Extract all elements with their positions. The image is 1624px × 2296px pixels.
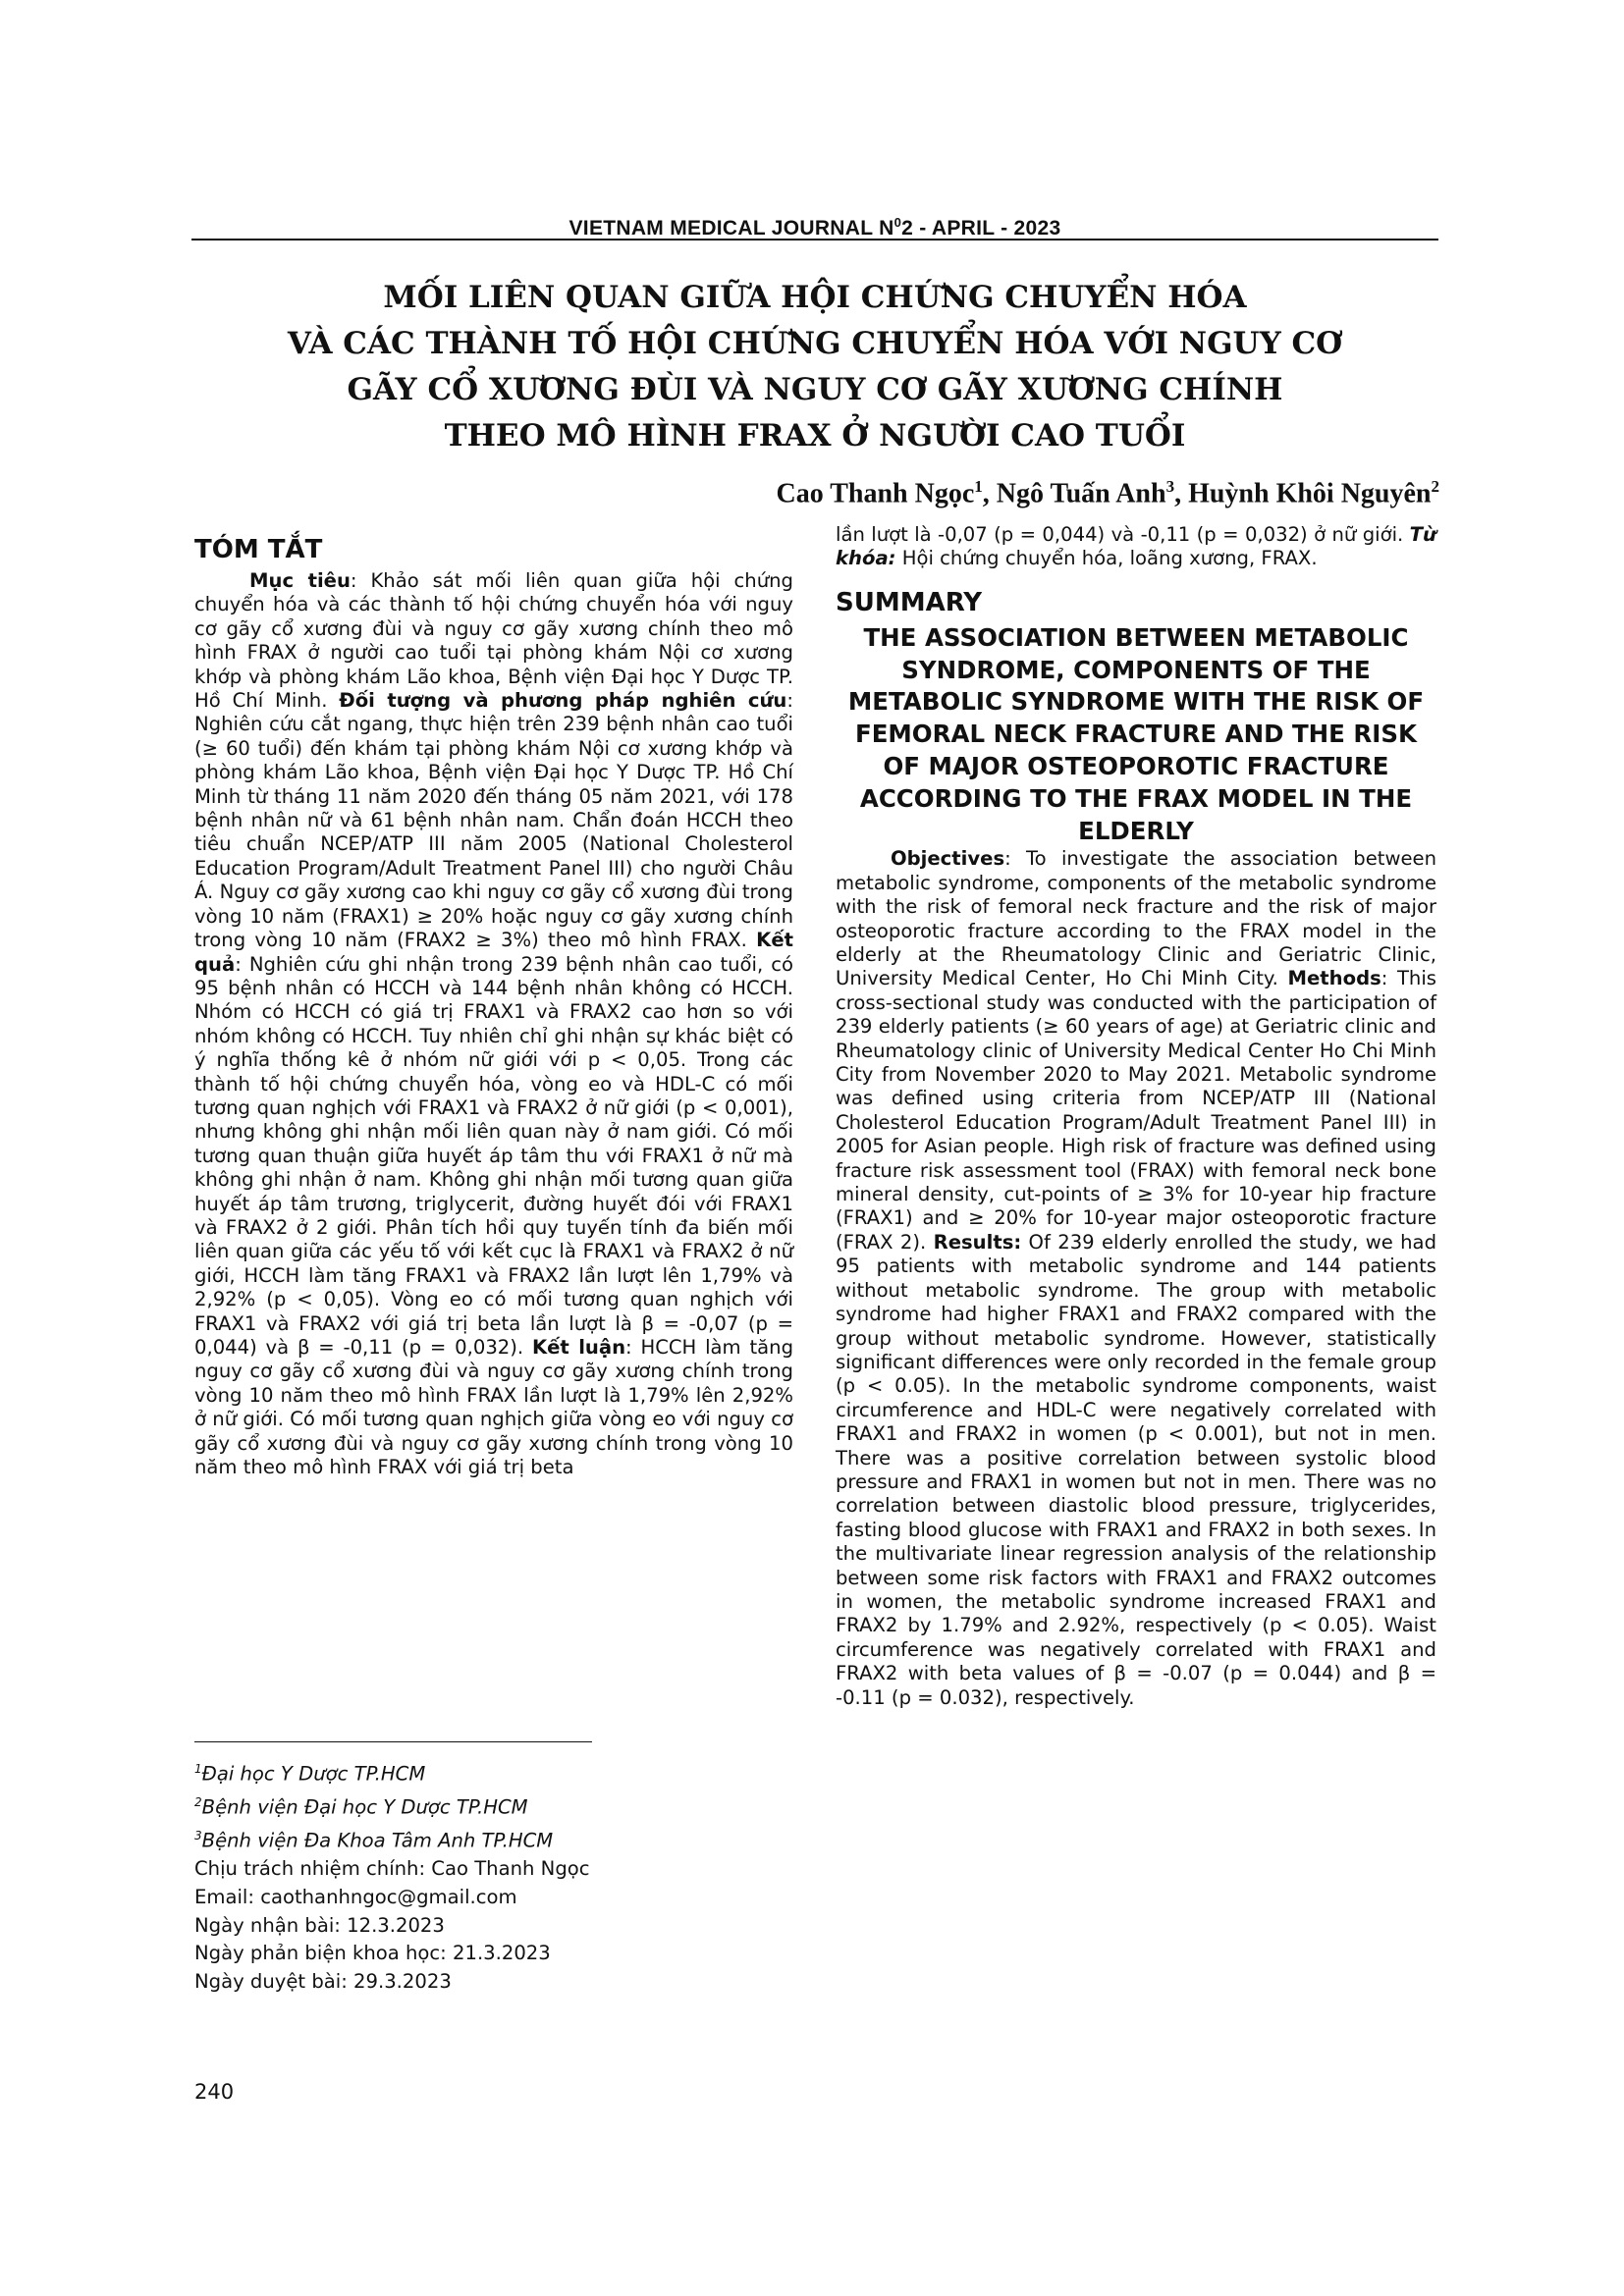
right-column: [836, 523, 1436, 1710]
methods-text: : Nghiên cứu cắt ngang, thực hiện trên 239 bệnh nhân cao tuổi (≥ 60 tuổi) đến khám tại phòng khám Nội cơ xương khớp và phòng khám Lão khoa, Bệnh viện Đại học Y Dược TP. Hồ Chí Minh từ tháng 11 năm 2020 đến tháng 05 năm 2021, với 178 bệnh nhân nữ và 61 bệnh nhân nam. Chẩn đoán HCCH theo tiêu chuẩn NCEP/ATP III năm 2005 (National Cholesterol Education Program/Adult Treatment Panel III) cho người Châu Á. Nguy cơ gãy xương cao khi nguy cơ gãy cổ xương đùi trong vòng 10 năm (FRAX1) ≥ 20% hoặc nguy cơ gãy xương chính trong vòng 10 năm (FRAX2 ≥ 3%) theo mô hình FRAX.: [194, 689, 793, 952]
affiliation-mark: 1: [194, 1762, 202, 1776]
summary-paragraph: [836, 847, 1436, 1710]
label-results: Kết quả: [194, 929, 793, 976]
methods-text-en: : This cross-sectional study was conducted with the participation of 239 elderly patients (≥ 60 years of age) at Geriatric clinic and Rheumatology clinic of University Medical Center Ho Chi Minh City from November 2020 to May 2021. Metabolic syndrome was defined using criteria from NCEP/ATP III (National Cholesterol Education Program/Adult Treatment Panel III) in 2005 for Asian people. High risk of fracture was defined using fracture risk assessment tool (FRAX) with femoral neck bone mineral density, cut-points of ≥ 3% for 10-year hip fracture (FRAX1) and ≥ 20% for 10-year major osteoporotic fracture (FRAX 2).: [836, 967, 1436, 1254]
abstract-paragraph-vi: [194, 569, 793, 1479]
english-title: THE ASSOCIATION BETWEEN METABOLIC SYNDROME, COMPONENTS OF THE METABOLIC SYNDROME WITH THE RISK OF FEMORAL NECK FRACTURE AND THE RISK OF MAJOR OSTEOPOROTIC FRACTURE ACCORDING TO THE FRAX MODEL IN THE ELDERLY: [847, 622, 1425, 845]
title-line: VÀ CÁC THÀNH TỐ HỘI CHỨNG CHUYỂN HÓA VỚI NGUY CƠ: [287, 326, 1343, 361]
author-separator: ,: [982, 478, 997, 509]
objectives-text-en: : To investigate the association between metabolic syndrome, components of the metabolic syndrome with the risk of femoral neck fracture and the risk of major osteoporotic fracture according to the FRAX model in the elderly at the Rheumatology Clinic and Geriatric Clinic, University Medical Center, Ho Chi Minh City.: [836, 847, 1436, 990]
author-name: Ngô Tuấn Anh: [996, 478, 1166, 509]
date-received: Ngày nhận bài: 12.3.2023: [194, 1913, 445, 1937]
corresponding-email: Email: caothanhngoc@gmail.com: [194, 1885, 517, 1908]
affiliation-3: [194, 1822, 793, 1855]
page-number: 240: [194, 2080, 235, 2104]
article-title: [191, 275, 1438, 459]
author-affiliation-mark: 2: [1431, 477, 1439, 496]
label-objectives-en: Objectives: [891, 847, 1005, 871]
affiliation-text: Đại học Y Dược TP.HCM: [201, 1762, 426, 1786]
label-objective: Mục tiêu: [249, 569, 351, 592]
affiliation-2: [194, 1789, 793, 1822]
affiliation-mark: 2: [194, 1795, 202, 1810]
results-text-en: Of 239 elderly enrolled the study, we had 95 patients with metabolic syndrome and 144 patients without metabolic syndrome. The group with metabolic syndrome had higher FRAX1 and FRAX2 compared with the group without metabolic syndrome. However, statistically significant differences were only recorded in the female group (p < 0.05). In the metabolic syndrome components, waist circumference and HDL-C were negatively correlated with FRAX1 and FRAX2 in women (p < 0.001), but not in men. There was a positive correlation between systolic blood pressure and FRAX1 in women but not in men. There was no correlation between diastolic blood pressure, triglycerides, fasting blood glucose with FRAX1 and FRAX2 in both sexes. In the multivariate linear regression analysis of the relationship between some risk factors with FRAX1 and FRAX2 outcomes in women, the metabolic syndrome increased FRAX1 and FRAX2 by 1.79% and 2.92%, respectively (p < 0.05). Waist circumference was negatively correlated with FRAX1 and FRAX2 with beta values of β = -0.07 (p = 0.044) and β = -0.11 (p = 0.032), respectively.: [836, 1230, 1437, 1709]
conclusion-text: : HCCH làm tăng nguy cơ gãy cổ xương đùi và nguy cơ gãy xương chính trong vòng 10 năm theo mô hình FRAX lần lượt là 1,79% lên 2,92% ở nữ giới. Có mối tương quan nghịch giữa vòng eo với nguy cơ gãy cổ xương đùi và nguy cơ gãy xương chính trong vòng 10 năm theo mô hình FRAX với giá trị beta: [194, 1336, 794, 1479]
author-separator: ,: [1174, 478, 1189, 509]
summary-heading: SUMMARY: [836, 587, 983, 617]
affiliation-text: Bệnh viện Đa Khoa Tâm Anh TP.HCM: [201, 1829, 554, 1852]
keywords-label: Từ khóa:: [836, 523, 1436, 570]
title-line: GÃY CỔ XƯƠNG ĐÙI VÀ NGUY CƠ GÃY XƯƠNG CHÍNH: [347, 372, 1283, 407]
left-column: [194, 528, 793, 1479]
affiliation-mark: 3: [194, 1829, 202, 1843]
date-accepted: Ngày duyệt bài: 29.3.2023: [194, 1969, 452, 1993]
footnote-rule: [194, 1741, 592, 1742]
footnotes: [194, 1755, 793, 1996]
conclusion-continuation: lần lượt là -0,07 (p = 0,044) và -0,11 (p = 0,032) ở nữ giới.: [836, 523, 1410, 546]
objective-text: : Khảo sát mối liên quan giữa hội chứng chuyển hóa và các thành tố hội chứng chuyển hóa với nguy cơ gãy cổ xương đùi và nguy cơ gãy xương chính theo mô hình FRAX ở người cao tuổi tại phòng khám Nội cơ xương khớp và phòng khám Lão khoa, Bệnh viện Đại học Y Dược TP. Hồ Chí Minh.: [194, 569, 793, 713]
running-header: [191, 210, 1438, 241]
date-reviewed: Ngày phản biện khoa học: 21.3.2023: [194, 1942, 551, 1965]
author-affiliation-mark: 1: [974, 477, 983, 496]
corresponding-author: Chịu trách nhiệm chính: Cao Thanh Ngọc: [194, 1857, 590, 1881]
title-line: MỐI LIÊN QUAN GIỮA HỘI CHỨNG CHUYỂN HÓA: [383, 280, 1247, 315]
author-list: [777, 469, 1439, 511]
label-methods-en: Methods: [1287, 967, 1381, 990]
author-affiliation-mark: 3: [1165, 477, 1175, 496]
affiliation-text: Bệnh viện Đại học Y Dược TP.HCM: [201, 1795, 528, 1819]
abstract-continuation-vi: [836, 523, 1436, 571]
label-methods: Đối tượng và phương pháp nghiên cứu: [339, 689, 787, 713]
journal-name: VIETNAM MEDICAL JOURNAL N: [568, 217, 894, 240]
label-conclusion: Kết luận: [531, 1336, 626, 1359]
title-line: THEO MÔ HÌNH FRAX Ở NGƯỜI CAO TUỔI: [444, 418, 1186, 454]
label-results-en: Results:: [933, 1230, 1022, 1254]
abstract-heading-vi: TÓM TẮT: [194, 535, 323, 564]
keywords-text: Hội chứng chuyển hóa, loãng xương, FRAX.: [895, 547, 1318, 570]
header-rule: [191, 239, 1438, 240]
issue-date: 2 - APRIL - 2023: [901, 217, 1061, 240]
author-name: Cao Thanh Ngọc: [776, 478, 975, 509]
affiliation-1: [194, 1755, 793, 1789]
results-text: : Nghiên cứu ghi nhận trong 239 bệnh nhân cao tuổi, có 95 bệnh nhân có HCCH và 144 bệnh nhân không có HCCH. Nhóm có HCCH có giá trị FRAX1 và FRAX2 cao hơn so với nhóm không có HCCH. Tuy nhiên chỉ ghi nhận sự khác biệt có ý nghĩa thống kê ở nhóm nữ giới với p < 0,05. Trong các thành tố hội chứng chuyển hóa, vòng eo và HDL-C có mối tương quan nghịch với FRAX1 và FRAX2 ở nữ giới (p < 0,001), nhưng không ghi nhận mối liên quan này ở nam giới. Có mối tương quan thuận giữa huyết áp tâm thu với FRAX1 ở nữ mà không ghi nhận ở nam. Không ghi nhận mối tương quan giữa huyết áp tâm trương, triglycerit, đường huyết đói với FRAX1 và FRAX2 ở 2 giới. Phân tích hồi quy tuyến tính đa biến mối liên quan giữa các yếu tố với kết cục là FRAX1 và FRAX2 ở nữ giới, HCCH làm tăng FRAX1 và FRAX2 lần lượt lên 1,79% và 2,92% (p < 0,05). Vòng eo có mối tương quan nghịch với FRAX1 và FRAX2 với giá trị beta lần lượt là β = -0,07 (p = 0,044) và β = -0,11 (p = 0,032).: [194, 952, 793, 1359]
issue-number-superscript: 0: [893, 215, 902, 230]
author-name: Huỳnh Khôi Nguyên: [1188, 478, 1432, 509]
